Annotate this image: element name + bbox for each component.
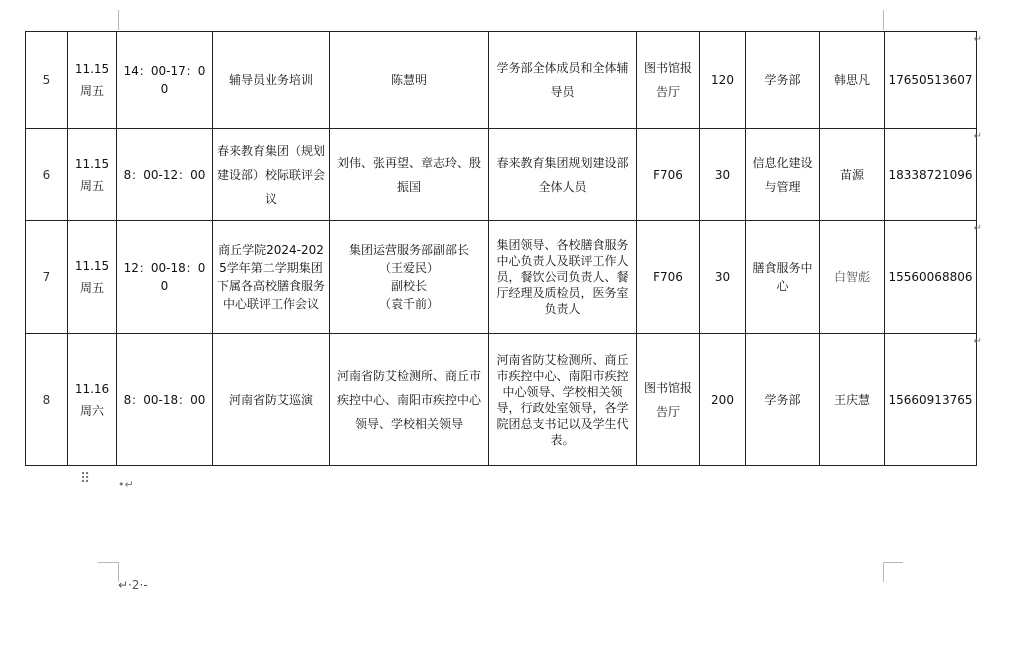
page-corner-mark [118,10,119,30]
host-cell: 刘伟、张再望、章志玲、殷振国 [330,129,489,221]
location-cell: 图书馆报告厅 [637,334,700,466]
table-row [26,334,977,466]
paragraph-mark-icon: •↵ [118,478,134,491]
location-cell: F706 [637,129,700,221]
host-cell [330,221,489,334]
weekday: 周六 [79,403,104,418]
date-cell [68,129,117,221]
page-corner-mark [883,10,884,30]
weekday: 周五 [79,178,104,193]
event-cell: 河南省防艾巡演 [213,334,330,466]
count-cell: 120 [700,32,746,129]
phone-cell: 17650513607 [885,32,977,129]
participants-cell: 河南省防艾检测所、商丘市疾控中心、南阳市疾控中心领导、学校相关领导，行政处室领导，各学院团总支书记以及学生代表。 [489,334,637,466]
host-line: 集团运营服务部副部长 [348,243,469,257]
date-cell [68,334,117,466]
location-cell: F706 [637,221,700,334]
host-line: （王爱民） [378,261,439,275]
date-cell [68,32,117,129]
event-cell: 春来教育集团（规划建设部）校际联评会议 [213,129,330,221]
event-cell: 辅导员业务培训 [213,32,330,129]
participants-cell: 春来教育集团规划建设部全体人员 [489,129,637,221]
contact-cell: 韩思凡 [820,32,885,129]
weekday: 周五 [79,84,104,98]
row-end-mark: ↵ [973,34,982,45]
host-line: （袁千前） [378,297,439,311]
contact-cell: 王庆慧 [820,334,885,466]
page-footer: ↵·2·- [118,578,148,592]
contact-cell: 苗源 [820,129,885,221]
dept-cell: 学务部 [746,32,820,129]
date: 11.15 [74,259,110,273]
count-cell: 30 [700,129,746,221]
date: 11.15 [74,62,110,76]
host-cell: 陈慧明 [330,32,489,129]
phone-cell: 15660913765 [885,334,977,466]
table-row [26,129,977,221]
host-cell: 河南省防艾检测所、商丘市疾控中心、南阳市疾控中心领导、学校相关领导 [330,334,489,466]
date: 11.16 [74,381,110,396]
schedule-table [25,31,977,466]
row-end-mark: ↵ [973,336,982,347]
phone-cell: 15560068806 [885,221,977,334]
table-move-handle-icon[interactable]: ⠿ [80,471,90,487]
page-number: 2 [131,578,140,592]
count-cell: 30 [700,221,746,334]
dept-cell: 信息化建设与管理 [746,129,820,221]
contact-cell: 白智彪 [820,221,885,334]
time-cell: 8：00-12：00 [117,129,213,221]
time-cell: 14：00-17：00 [117,32,213,129]
row-number: 8 [26,334,68,466]
page-corner-mark [883,562,884,582]
count-cell: 200 [700,334,746,466]
row-end-mark: ↵ [973,223,982,234]
dept-cell: 学务部 [746,334,820,466]
participants-cell: 集团领导、各校膳食服务中心负责人及联评工作人员，餐饮公司负责人、餐厅经理及质检员，医务室负责人 [489,221,637,334]
row-number: 6 [26,129,68,221]
page-corner-mark [883,562,903,563]
row-number: 5 [26,32,68,129]
dept-cell: 膳食服务中心 [746,221,820,334]
row-end-mark: ↵ [973,131,982,142]
date: 11.15 [74,156,110,171]
phone-cell: 18338721096 [885,129,977,221]
host-line: 副校长 [390,279,427,293]
table-row [26,221,977,334]
page-corner-mark [98,562,118,563]
participants-cell: 学务部全体成员和全体辅导员 [489,32,637,129]
time-cell: 12：00-18：00 [117,221,213,334]
table-row [26,32,977,129]
location-cell: 图书馆报告厅 [637,32,700,129]
weekday: 周五 [79,281,104,295]
time-cell: 8：00-18：00 [117,334,213,466]
date-cell [68,221,117,334]
event-cell: 商丘学院2024-2025学年第二学期集团下属各高校膳食服务中心联评工作会议 [213,221,330,334]
row-number: 7 [26,221,68,334]
